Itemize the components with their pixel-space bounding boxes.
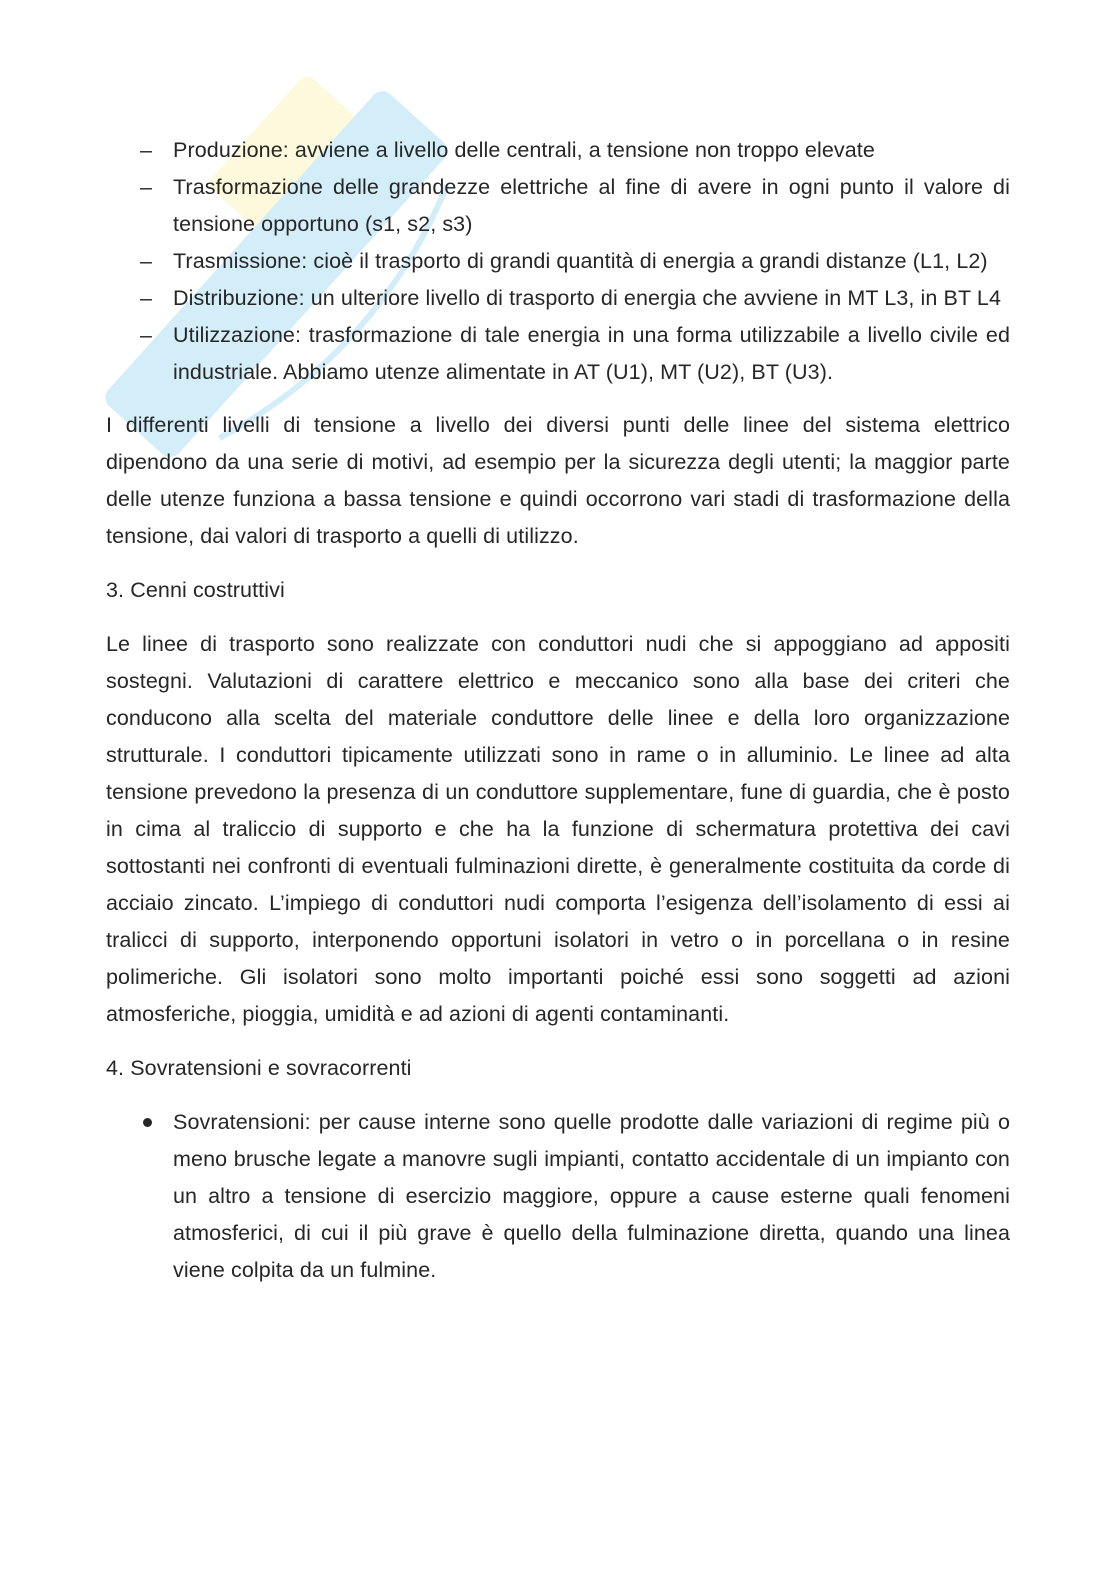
section-4-heading: 4. Sovratensioni e sovracorrenti [106, 1056, 412, 1080]
dash-marker: – [140, 323, 153, 347]
list-item [106, 1104, 1010, 1289]
list-item-text: Trasmissione: cioè il trasporto di grandi quantità di energia a grandi distanze (L1, L2) [173, 249, 988, 273]
dash-marker: – [140, 286, 153, 310]
section-3-body: Le linee di trasporto sono realizzate con conduttori nudi che si appoggiano ad appositi sostegni. Valutazioni di carattere elettrico e meccanico sono alla base dei criteri che conducono alla scelta del materiale conduttore delle linee e della loro organizzazione strutturale. I conduttori tipicamente utilizzati sono in rame o in alluminio. Le linee ad alta tensione prevedono la presenza di un conduttore supplementare, fune di guardia, che è posto in cima al traliccio di supporto e che ha la funzione di schermatura protettiva dei cavi sottostanti nei confronti di eventuali fulminazioni dirette, è generalmente costituita da corde di acciaio zincato. L’impiego di conduttori nudi comporta l’esigenza dell’isolamento di essi ai tralicci di supporto, interponendo opportuni isolatori in vetro o in porcellana o in resine polimeriche. Gli isolatori sono molto importanti poiché essi sono soggetti ad azioni atmosferiche, pioggia, umidità e ad azioni di agenti contaminanti. [106, 632, 1010, 1026]
dash-marker: – [140, 138, 153, 162]
list-item-text: Sovratensioni: per cause interne sono quelle prodotte dalle variazioni di regime più o meno brusche legate a manovre sugli impianti, contatto accidentale di un impianto con un altro a tensione di esercizio maggiore, oppure a cause esterne quali fenomeni atmosferici, di cui il più grave è quello della fulminazione diretta, quando una linea viene colpita da un fulmine. [173, 1110, 1010, 1282]
list-item [106, 132, 1010, 169]
list-item-text: Trasformazione delle grandezze elettriche al fine di avere in ogni punto il valore di tensione opportuno (s1, s2, s3) [173, 175, 1010, 236]
bullet-dot-icon [143, 1118, 152, 1127]
list-item-text: Produzione: avviene a livello delle centrali, a tensione non troppo elevate [173, 138, 875, 162]
list-item-text: Distribuzione: un ulteriore livello di trasporto di energia che avviene in MT L3, in BT L4 [173, 286, 1002, 310]
section-3-heading: 3. Cenni costruttivi [106, 578, 285, 602]
list-item [106, 317, 1010, 391]
dash-marker: – [140, 249, 153, 273]
list-item-text: Utilizzazione: trasformazione di tale energia in una forma utilizzabile a livello civile ed industriale. Abbiamo utenze alimentate in AT (U1), MT (U2), BT (U3). [173, 323, 1010, 384]
document-content [106, 132, 1010, 1289]
voltage-levels-paragraph: I differenti livelli di tensione a livello dei diversi punti delle linee del sistema elettrico dipendono da una serie di motivi, ad esempio per la sicurezza degli utenti; la maggior parte delle utenze funziona a bassa tensione e quindi occorrono vari stadi di trasformazione della tensione, dai valori di trasporto a quelli di utilizzo. [106, 413, 1010, 548]
list-item [106, 169, 1010, 243]
dash-marker: – [140, 175, 153, 199]
list-item [106, 243, 1010, 280]
list-item [106, 280, 1010, 317]
energy-phases-list [106, 132, 1010, 391]
section-4-list [106, 1104, 1010, 1289]
